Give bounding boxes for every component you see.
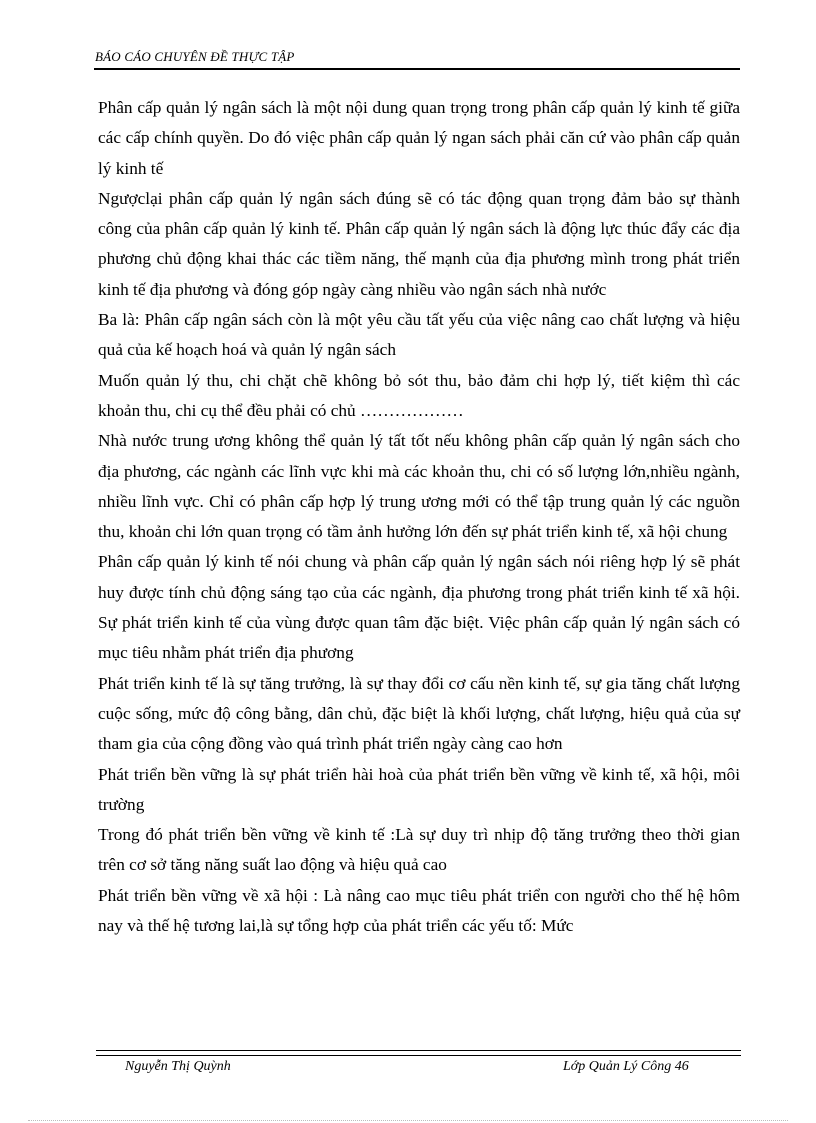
paragraph: Phát triển kinh tế là sự tăng trưởng, là sự thay đổi cơ cấu nền kinh tế, sự gia tăng chất lượng cuộc sống, mức độ công bằng, dân chủ, đặc biệt là khối lượng, chất lượng, hiệu quả của sự tham gia của cộng đồng vào quá trình phát triển ngày càng cao hơn xyxy=(98,673,740,754)
paragraph: Phát triển bền vững là sự phát triển hài hoà của phát triển bền vững về kinh tế, xã hội, môi trường xyxy=(98,764,740,814)
page-bottom-border xyxy=(28,1120,788,1121)
paragraph: Ba là: Phân cấp ngân sách còn là một yêu cầu tất yếu của việc nâng cao chất lượng và hiệu quả của kế hoạch hoá và quản lý ngân sách xyxy=(98,310,740,360)
paragraph: Phát triển bền vững về xã hội : Là nâng cao mục tiêu phát triển con người cho thế hệ hôm nay và thế hệ tương lai,là sự tổng hợp của phát triển các yếu tố: Mức xyxy=(98,885,740,936)
paragraph: Ngượclại phân cấp quản lý ngân sách đúng sẽ có tác động quan trọng đảm bảo sự thành công của phân cấp quản lý kinh tế. Phân cấp quản lý ngân sách là động lực thúc đẩy các địa phương chủ động khai thác các tiềm năng, thế mạnh của địa phương mình trong phát triển kinh tế địa phương và đóng góp ngày càng nhiều vào ngân sách nhà nước xyxy=(98,188,740,299)
paragraph: Phân cấp quản lý kinh tế nói chung và phân cấp quản lý ngân sách nói riêng hợp lý sẽ phát huy được tính chủ động sáng tạo của các ngành, địa phương trong phát triển kinh tế xã hội. Sự phát triển kinh tế của vùng được quan tâm đặc biệt. Việc phân cấp quản lý ngân sách có mục tiêu nhằm phát triển địa phương xyxy=(98,552,740,663)
page-header-title: BÁO CÁO CHUYÊN ĐỀ THỰC TẬP xyxy=(95,49,295,64)
header-divider xyxy=(94,68,740,70)
paragraph: Phân cấp quản lý ngân sách là một nội dung quan trọng trong phân cấp quản lý kinh tế giữa các cấp chính quyền. Do đó việc phân cấp quản lý ngan sách phải căn cứ vào phân cấp quản lý kinh tế xyxy=(98,98,740,178)
footer-divider xyxy=(96,1050,741,1056)
footer-author: Nguyễn Thị Quỳnh xyxy=(125,1059,231,1074)
paragraph: Muốn quản lý thu, chi chặt chẽ không bỏ sót thu, bảo đảm chi hợp lý, tiết kiệm thì các khoản thu, chi cụ thể đều phải có chủ ……………… xyxy=(98,370,740,420)
footer-class-name: Lớp Quản Lý Công 46 xyxy=(563,1059,689,1074)
paragraph: Nhà nước trung ương không thể quản lý tất tốt nếu không phân cấp quản lý ngân sách cho địa phương, các ngành các lĩnh vực khi mà các khoản thu, chi có số lượng lớn,nhiều ngành, nhiều lĩnh vực. Chỉ có phân cấp hợp lý trung ương mới có thể tập trung quản lý các nguồn thu, khoản chi lớn quan trọng có tầm ảnh hưởng lớn đến sự phát triển kinh tế, xã hội chung xyxy=(98,431,740,542)
paragraph: Trong đó phát triển bền vững về kinh tế :Là sự duy trì nhịp độ tăng trưởng theo thời gian trên cơ sở tăng năng suất lao động và hiệu quả cao xyxy=(98,825,740,875)
document-body xyxy=(98,93,740,941)
